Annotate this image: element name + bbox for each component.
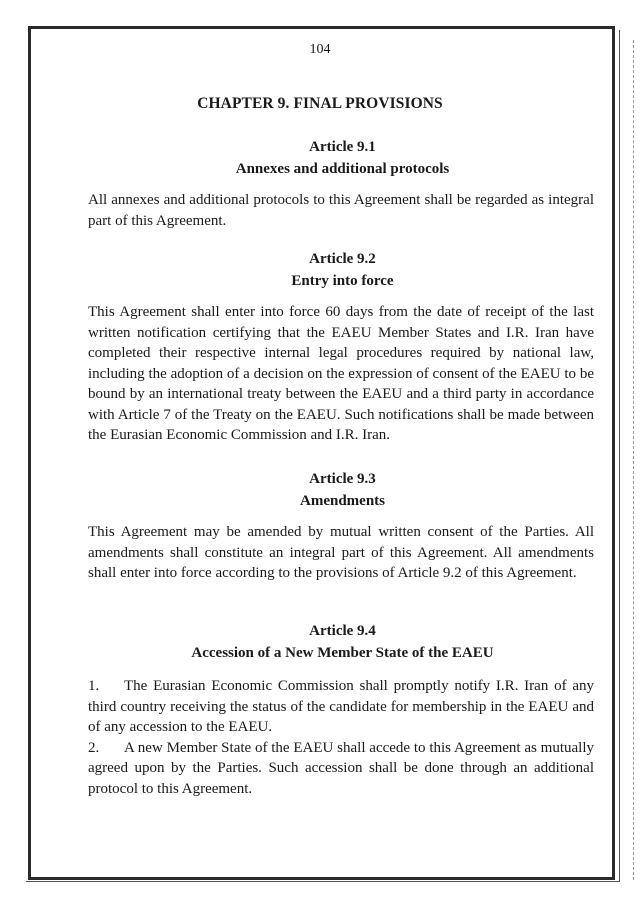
- article-9-1-heading: [40, 136, 640, 180]
- article-9-2-text: [88, 302, 594, 446]
- article-title: Entry into force: [291, 273, 394, 289]
- article-number: Article 9.2: [309, 251, 376, 267]
- item-number: 2.: [88, 739, 100, 756]
- article-9-3-text: [88, 522, 594, 584]
- page-number: 104: [309, 42, 331, 57]
- article-title: Amendments: [300, 493, 385, 509]
- item-number: 1.: [88, 678, 100, 694]
- article-title: Annexes and additional protocols: [235, 161, 450, 177]
- paragraph: This Agreement may be amended by mutual written consent of the Parties. All amendments shall constitute an integral part of this Agreement. All amendments shall enter into force according to the provisions of Article 9.2 of this Agreement.: [88, 524, 594, 581]
- article-9-4-heading: [40, 620, 640, 664]
- paragraph: This Agreement shall enter into force 60 days from the date of receipt of the last written notification certifying that the EAEU Member States and I.R. Iran have completed their respective internal legal procedures required by national law, including the adoption of a decision on the expression of consent of the EAEU to be bound by an international treaty between the EAEU and a third party in accordance with Article 7 of the Treaty on the EAEU. Such notifications shall be made between the Eurasian Economic Commission and I.R. Iran.: [88, 304, 594, 443]
- article-9-2-heading: [40, 248, 640, 292]
- article-9-4-items: [88, 676, 594, 799]
- list-item: [88, 676, 594, 738]
- article-9-1-text: [88, 190, 594, 231]
- article-number: Article 9.1: [309, 139, 376, 155]
- item-text: A new Member State of the EAEU shall accede to this Agreement as mutually agreed upon by the Parties. Such accession shall be done through an additional protocol to this Agreement.: [88, 739, 594, 797]
- list-item: [88, 738, 594, 800]
- article-title: Accession of a New Member State of the EAEU: [191, 645, 494, 661]
- paragraph: All annexes and additional protocols to this Agreement shall be regarded as integral part of this Agreement.: [88, 192, 594, 229]
- chapter-title: CHAPTER 9. FINAL PROVISIONS: [197, 95, 443, 112]
- article-9-3-heading: [40, 468, 640, 512]
- item-text: The Eurasian Economic Commission shall promptly notify I.R. Iran of any third country receiving the status of the candidate for membership in the EAEU and of any accession to the EAEU.: [88, 678, 594, 735]
- article-number: Article 9.4: [309, 623, 376, 639]
- article-number: Article 9.3: [309, 471, 376, 487]
